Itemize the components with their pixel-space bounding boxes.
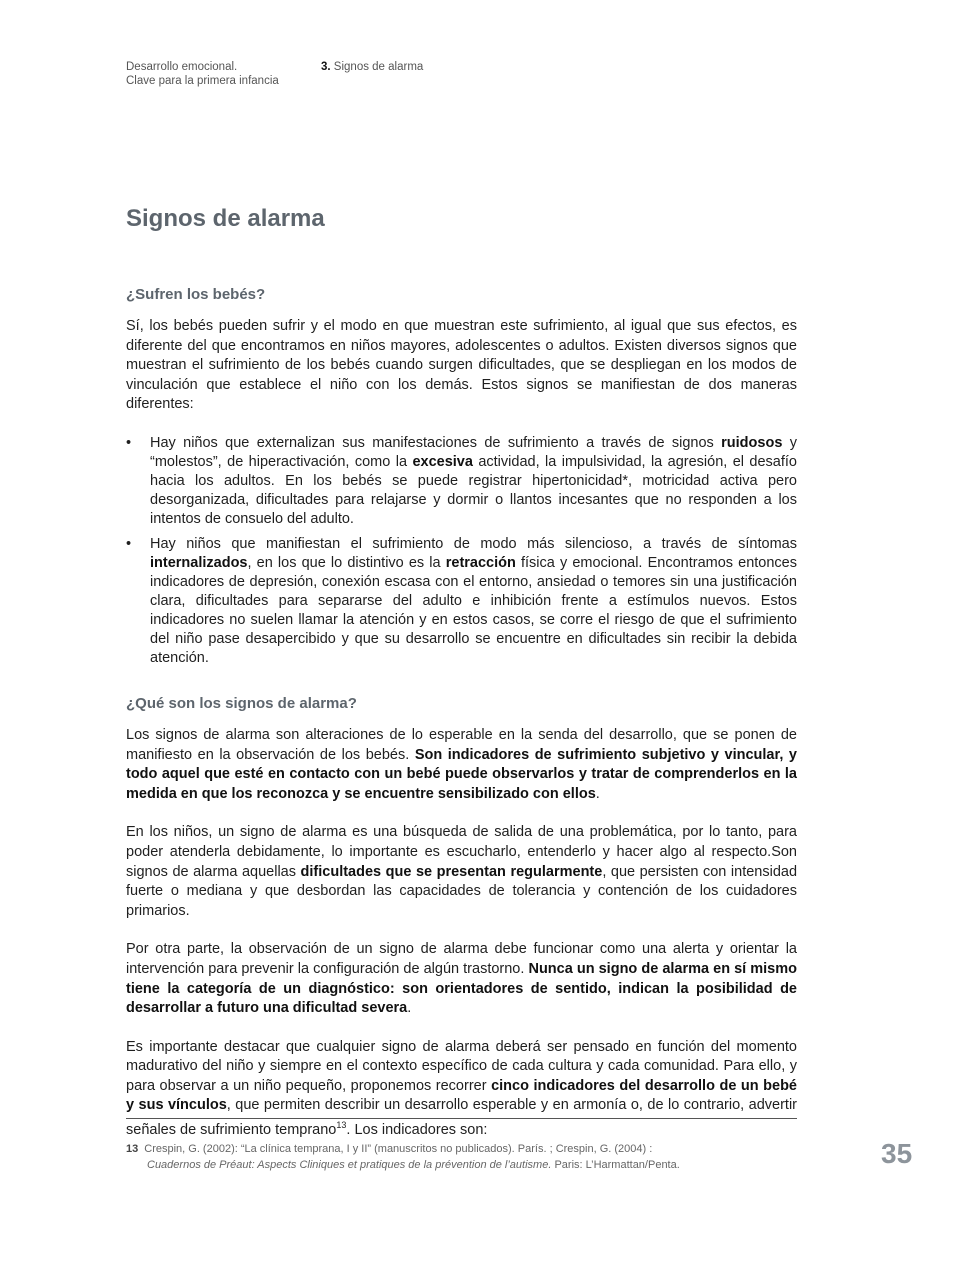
book-title-line1: Desarrollo emocional.	[126, 61, 238, 73]
book-title	[126, 60, 316, 88]
section-heading-sufren: ¿Sufren los bebés?	[126, 286, 266, 303]
paragraph: Los signos de alarma son alteraciones de lo esperable en la senda del desarrollo, que se ponen de manifiesto en la observación de los bebés. Son indicadores de sufrimiento subjetivo y vincular, y todo aquel que esté en contacto con un bebé puede observarlos y tratar de comprenderlos en la medida en que los reconozca y se encuentre sensibilizado con ellos.	[126, 726, 797, 802]
signs-list	[126, 434, 797, 668]
bullet-icon: •	[126, 434, 132, 451]
footnote	[126, 1141, 797, 1173]
chapter-number: 3.	[321, 61, 331, 73]
section-heading-que-son: ¿Qué son los signos de alarma?	[126, 694, 357, 712]
page-title: Signos de alarma	[126, 205, 325, 232]
paragraph: Por otra parte, la observación de un signo de alarma debe funcionar como una alerta y orientar la intervención para prevenir la configuración de algún trastorno. Nunca un signo de alarma en sí mismo tiene la categoría de un diagnóstico: son orientadores de sentido, indican la posibilidad de desarrollar a futuro una dificultad severa.	[126, 941, 798, 1017]
chapter-label	[321, 60, 423, 74]
bullet-icon: •	[126, 535, 132, 552]
footnote-line1: 13 Crespin, G. (2002): “La clínica temprana, I y II” (manuscritos no publicados). París. ; Crespin, G. (2004) :	[126, 1143, 653, 1155]
footnote-line2: Cuadernos de Préaut: Aspects Cliniques et pratiques de la prévention de l’autisme. Paris: L’Harmattan/Penta.	[147, 1159, 680, 1171]
list-item: • Hay niños que manifiestan el sufrimiento de modo más silencioso, a través de síntomas internalizados, en los que lo distintivo es la retracción física y emocional. Encontramos entonces indicadores de depresión, conexión escasa con el entorno, ansiedad o temores sin una justificación clara, dificultades para separarse del adulto e inhibición frente a estímulos nuevos. Estos indicadores no suelen llamar la atención y en estos casos, se corre el riesgo de que el sufrimiento del niño pase desapercibido y que su desarrollo se encuentre en dificultades sin recibir la debida atención.	[126, 535, 797, 666]
footnote-divider	[126, 1118, 797, 1119]
paragraph: Es importante destacar que cualquier signo de alarma deberá ser pensado en función del momento madurativo del niño y siempre en el contexto específico de cada cultura y cada comunidad. Para ello, y para observar a un niño pequeño, proponemos recorrer cinco indicadores del desarrollo de un bebé y sus vínculos, que permiten describir un desarrollo esperable y en armonía o, de lo contrario, advertir señales de sufrimiento temprano$^{13}$. Los indicadores son:	[126, 1038, 797, 1138]
page-number: 35	[881, 1138, 913, 1169]
book-title-line2: Clave para la primera infancia	[126, 75, 279, 87]
footnote-reference[interactable]: 13	[336, 1120, 347, 1131]
main-content	[126, 204, 797, 1159]
paragraph: En los niños, un signo de alarma es una búsqueda de salida de una problemática, por lo tanto, para poder atenderla debidamente, lo importante es escucharlo, entenderlo y hacer algo al respecto.Son signos de alarma aquellas dificultades que se presentan regularmente, que persisten con intensidad fuerte o mediana y que desbordan las capacidades de tolerancia y contención de los cuidadores primarios.	[126, 824, 798, 919]
intro-paragraph: Sí, los bebés pueden sufrir y el modo en que muestran este sufrimiento, al igual que sus efectos, es diferente del que encontramos en niños mayores, adolescentes o adultos. Existen diversos signos que muestran el sufrimiento de los bebés cuando surgen dificultades, que se despliegan en los modos de vinculación que establece el niño con los demás. Estos signos se manifiestan de dos maneras diferentes:	[126, 318, 797, 413]
list-item: • Hay niños que externalizan sus manifestaciones de sufrimiento a través de signos ruidosos y “molestos”, de hiperactivación, como la excesiva actividad, la impulsividad, la agresión, el desafío hacia los adultos. En los bebés se puede registrar hipertonicidad*, motricidad activa pero desorganizada, dificultades para relajarse y dormir o llantos incesantes que no responden a los intentos de consuelo del adulto.	[126, 434, 798, 527]
footnote-number: 13	[126, 1143, 139, 1155]
chapter-title: Signos de alarma	[333, 61, 424, 73]
